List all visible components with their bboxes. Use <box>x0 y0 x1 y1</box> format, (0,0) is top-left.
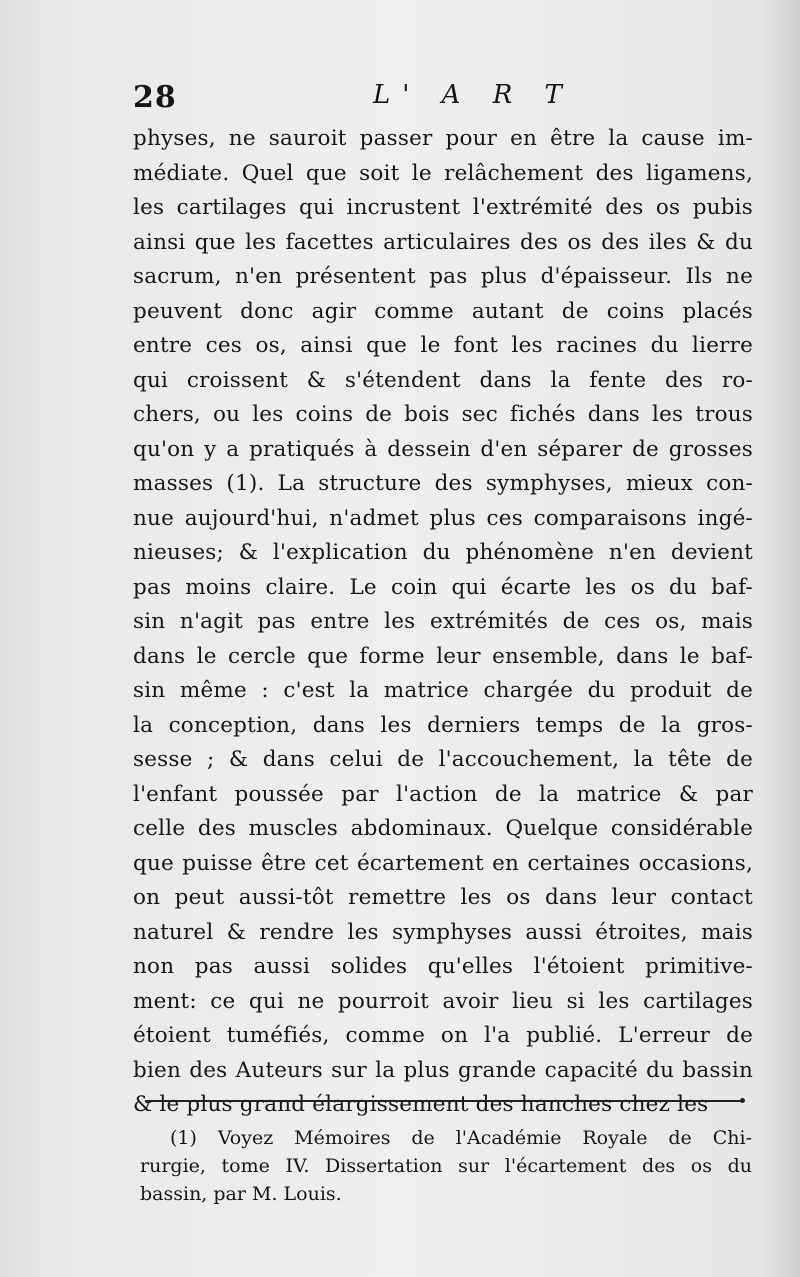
text-line: pas moins claire. Le coin qui écarte les os du baf- <box>133 574 753 600</box>
text-line: nue aujourd'hui, n'admet plus ces comparaisons ingé- <box>133 505 753 531</box>
text-line: la conception, dans les derniers temps de la gros- <box>133 712 753 738</box>
footnote-rule <box>145 1100 743 1102</box>
text-line: qu'on y a pratiqués à dessein d'en séparer de grosses <box>133 436 753 462</box>
page-number: 28 <box>133 80 177 115</box>
text-line: bien des Auteurs sur la plus grande capacité du bassin <box>133 1057 753 1083</box>
footnote-line: (1) Voyez Mémoires de l'Académie Royale de Chi- <box>170 1127 752 1149</box>
text-line: non pas aussi solides qu'elles l'étoient primitive- <box>133 954 753 979</box>
text-line: sin n'agit pas entre les extrémités de ces os, mais <box>133 609 753 634</box>
text-line: celle des muscles abdominaux. Quelque considérable <box>133 816 753 841</box>
text-line: sacrum, n'en présentent pas plus d'épaisseur. Ils ne <box>133 264 753 289</box>
text-line: physes, ne sauroit passer pour en être la cause im- <box>133 126 753 151</box>
text-line: & le plus grand élargissement des hanches chez les <box>133 1092 709 1117</box>
text-line: ainsi que les facettes articulaires des os des iles & du <box>133 229 753 255</box>
text-line: naturel & rendre les symphyses aussi étroites, mais <box>133 919 753 945</box>
text-line: étoient tuméfiés, comme on l'a publié. L'erreur de <box>133 1023 753 1048</box>
text-line: dans le cercle que forme leur ensemble, dans le baf- <box>133 643 753 669</box>
footnote <box>140 1124 752 1208</box>
footnote-line: rurgie, tome IV. Dissertation sur l'écartement des os du <box>140 1155 752 1177</box>
text-line: on peut aussi-tôt remettre les os dans leur contact <box>133 885 753 910</box>
text-line: ment: ce qui ne pourroit avoir lieu si les cartilages <box>133 988 753 1014</box>
text-line: entre ces os, ainsi que le font les racines du lierre <box>133 333 753 358</box>
text-line: qui croissent & s'étendent dans la fente des ro- <box>133 367 753 393</box>
text-line: sin même : c'est la matrice chargée du produit de <box>133 678 753 703</box>
text-line: masses (1). La structure des symphyses, mieux con- <box>133 471 753 496</box>
body-text <box>133 122 753 1123</box>
text-line: nieuses; & l'explication du phénomène n'en devient <box>133 540 753 565</box>
text-line: que puisse être cet écartement en certaines occasions, <box>133 850 753 876</box>
text-line: l'enfant poussée par l'action de la matrice & par <box>133 781 753 807</box>
text-line: peuvent donc agir comme autant de coins placés <box>133 298 753 324</box>
running-head: L' A R T <box>373 80 574 110</box>
text-line: les cartilages qui incrustent l'extrémité des os pubis <box>133 195 753 220</box>
footnote-line: bassin, par M. Louis. <box>140 1183 342 1205</box>
text-line: sesse ; & dans celui de l'accouchement, la tête de <box>133 747 753 772</box>
text-line: chers, ou les coins de bois sec fichés dans les trous <box>133 402 753 427</box>
page-header <box>133 80 753 120</box>
text-line: médiate. Quel que soit le relâchement des ligamens, <box>133 160 753 186</box>
